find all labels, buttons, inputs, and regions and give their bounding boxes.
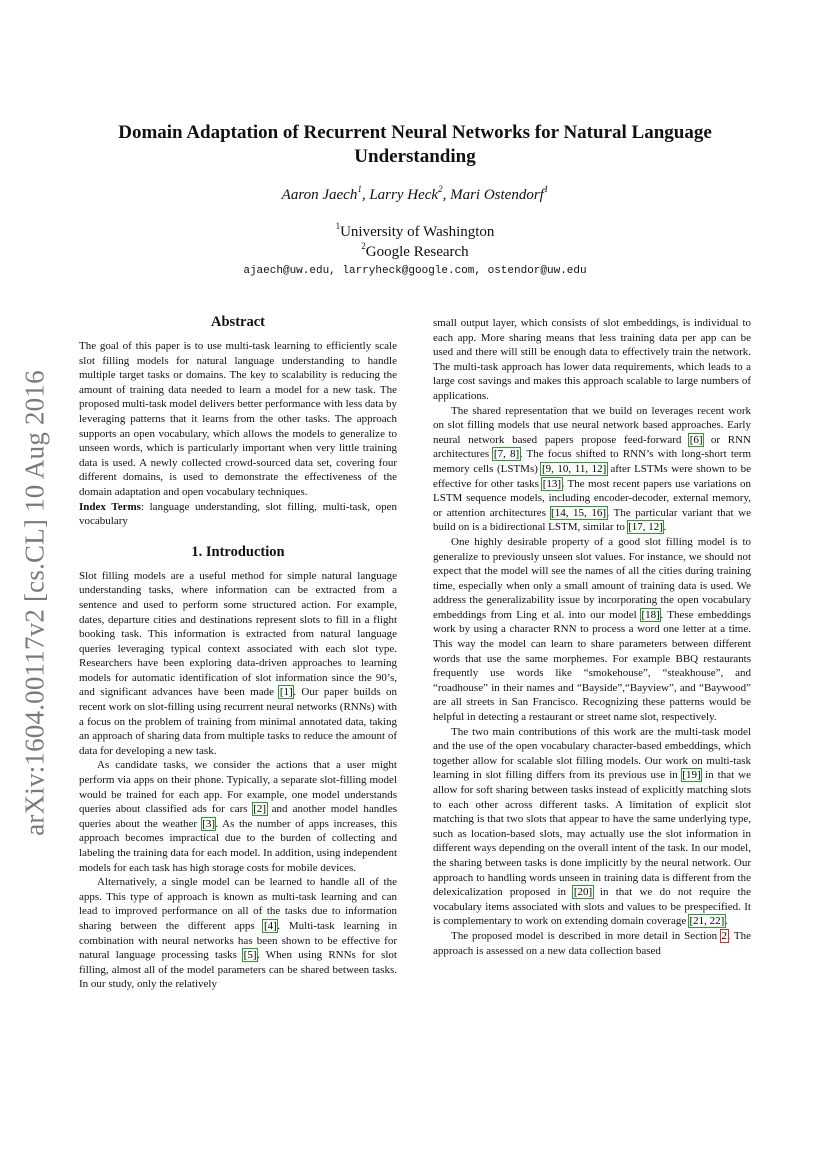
paragraph-text: The shared representation that we build on leverages recent work on slot filling models that use neural network based approaches. Early neural network based papers propose feed-forward [433,404,751,446]
paragraph-text: . [724,915,728,928]
right-paragraph-1: small output layer, which consists of slot embeddings, is individual to each app. More sharing means that less training data per app can be used and there will still be enough data to effectively train the network. The multi-task approach has lower data requirements, which leads to a large cost savings and makes this approach scalable to large numbers of applications. [433,317,751,402]
arxiv-sidebar [12,355,58,850]
citation-link[interactable]: [14, 15, 16] [551,506,607,519]
affiliation-name: Google Research [365,244,469,260]
title-line-2: Understanding [354,146,476,167]
citation-link[interactable]: [21, 22] [689,915,725,928]
author-name: Aaron Jaech [281,187,358,203]
introduction-heading: 1. Introduction [191,543,285,560]
paragraph-text: Slot filling models are a useful method for simple natural language understanding tasks, where information can be extracted from a sentence and used to perform some structured action. For example, dates, departure cities and destinations represent slots to fill in a flight booking task. This information is extracted from natural language queries leveraging typical context associated with each slot type. Researchers have been exploring data-driven approaches to learning models for automatic identification of slot information since the 90’s, and significant advances have been made [79,569,397,699]
abstract-heading: Abstract [211,314,265,330]
citation-link[interactable]: [9, 10, 11, 12] [541,462,607,475]
left-column [79,312,397,992]
abstract-body: The goal of this paper is to use multi-task learning to efficiently scale slot filling models for natural language understanding to handle multiple target tasks or domains. The key to scalability is reducing the amount of training data needed to learn a model for a new task. The proposed multi-task model delivers better performance with less data by leveraging patterns that it learns from the other tasks. The approach supports an open vocabulary, which allows the models to generalize to unseen words, which is particularly important when very little training data is used. A newly collected crowd-sourced data set, covering four different domains, is used to demonstrate the effectiveness of the domain adaptation and open vocabulary techniques. [79,340,397,498]
paragraph-text: The two main contributions of this work are the multi-task model and the use of the open vocabulary character-based embeddings, which together allow for scalable slot filling models. Our work on multi-task learning in slot filling differs from its previous use in [433,725,751,782]
citation-link[interactable]: [3] [202,817,215,830]
citation-link[interactable]: [19] [682,769,701,782]
paragraph-text: . [663,521,667,534]
author-name: Larry Heck [369,187,439,203]
citation-link[interactable]: [18] [641,608,660,621]
citation-link[interactable]: [7, 8] [493,448,520,461]
right-paragraph-3 [433,535,751,725]
intro-paragraph-2 [79,758,397,875]
right-paragraph-4 [433,725,751,929]
citation-link[interactable]: [6] [689,433,703,446]
citation-link[interactable]: [13] [542,477,562,490]
paragraph-text: in that we allow for soft sharing between tasks instead of explicitly matching slots to each other across different tasks. A limitation of explicit slot matching is that two slots that appear to have the same underlying type, such as location-based slots, may actually use the slot information in different ways depending on the overall intent of the task. In our model, the sharing between tasks is done implicitly by the neural network. Our approach to handling words unseen in training data is different from the delexicalization proposed in [433,769,751,899]
section-link[interactable]: 2 [721,929,727,942]
affiliation-mark: 1 [357,184,362,194]
arxiv-identifier: arXiv:1604.00117v2 [cs.CL] 10 Aug 2016 [19,369,50,836]
paragraph-text: As candidate tasks, we consider the actions that a user might perform via apps on their phone. Typically, a separate slot-filling model would be trained for each app. For example, one model understands queries about classified ads for cars [79,759,397,816]
citation-link[interactable]: [1] [279,686,293,699]
paragraph-text: . Our paper builds on recent work on slot-filling using recurrent neural networks (RNNs) with a focus on the problem of training from minimal annotated data, taking an approach of sharing data from multiple tasks to reduce the amount of data for developing a new task. [79,686,397,757]
paragraph-text: . The particular variant that we build on is a bidirectional LSTM, similar to [433,506,752,534]
right-paragraph-2 [433,404,751,535]
paper-title [90,121,740,169]
affiliations [90,222,740,262]
affiliation-mark: 1 [335,221,341,231]
paragraph-text: . These embeddings work by using a character RNN to process a word one letter at a time. This way the model can learn to share parameters between different words that use the same morphemes. For example BBQ restaurants frequently use words like “smokehouse”, “steakhouse”, and “roadhouse” in their names and “Bayside”,“Bayview”, and “Baywood” are all streets in San Francisco. Recognizing these patterns would be helpful in detecting a restaurant or street name slot, respectively. [433,608,751,724]
author-list: Aaron Jaech$^1$, Larry Heck$^2$, Mari Ostendorf$^1$ [281,184,549,203]
paragraph-text: . As the number of apps increases, this approach becomes impractical due to the burden of collecting and labeling the training data for each model. In addition, using independent models for each task has high storage costs for mobile devices. [79,817,398,874]
paragraph-text: in that we do not require the vocabulary items associated with slots and values to be prespecified. It is complementary to work on extending domain coverage [433,886,751,928]
intro-paragraph-3 [79,875,397,992]
author-emails[interactable]: ajaech@uw.edu, larryheck@google.com, ostendor@uw.edu [243,265,587,277]
intro-paragraph-1 [79,569,397,759]
paragraph-text: or RNN architectures [433,433,752,461]
affiliation-name: University of Washington [340,224,495,240]
right-column [433,316,751,958]
affiliation-mark: 1 [543,184,549,194]
paragraph-text: . The focus shifted to RNN’s with long-short term memory cells (LSTMs) [433,448,752,475]
title-line-1: Domain Adaptation of Recurrent Neural Networks for Natural Language [118,122,712,143]
citation-link[interactable]: [5] [243,949,257,962]
affiliation-mark: 2 [361,241,366,251]
paragraph-text: . When using RNNs for slot filling, almost all of the model parameters can be shared between tasks. In our study, only the relatively [79,949,397,991]
paragraph-text: and another model handles queries about the weather [79,803,397,830]
affiliation-2 [90,242,740,262]
citation-link[interactable]: [4] [263,919,277,932]
paragraph-text: after LSTMs were shown to be effective for other tasks [433,462,751,490]
paragraph-text: . The approach is assessed on a new data collection based [433,929,751,957]
citation-link[interactable]: [2] [253,803,267,816]
paragraph-text: Alternatively, a single model can be learned to handle all of the apps. This type of approach is known as multi-task learning and can lead to improved performance on all of the tasks due to information sharing between the different apps [79,876,397,932]
affiliation-mark: 2 [438,184,443,194]
index-terms [79,500,397,529]
paragraph-text: One highly desirable property of a good slot filling model is to generalize to previously unseen slot values. For instance, we should not expect that the model will see the names of all the cities during training time, especially when only a small amount of training data is used. We address the generalizability issue by incorporating the open vocabulary embeddings from Ling et al. into our model [433,535,751,621]
citation-link[interactable]: [20] [573,886,593,899]
author-name: Mari Ostendorf [450,187,544,203]
affiliation-1 [90,222,740,242]
right-paragraph-5 [433,929,751,958]
paragraph-text: . Multi-task learning in combination with neural networks has been shown to be effective for natural language processing tasks [79,919,397,962]
paragraph-text: . The most recent papers use variations on LSTM sequence models, including encoder-decoder, external memory, or attention architectures [433,477,751,519]
citation-link[interactable]: [17, 12] [628,521,663,534]
paragraph-text: The proposed model is described in more detail in Section [451,929,721,942]
index-terms-text: : language understanding, slot filling, multi-task, open vocabulary [79,500,397,528]
index-terms-label: Index Terms [79,500,141,513]
